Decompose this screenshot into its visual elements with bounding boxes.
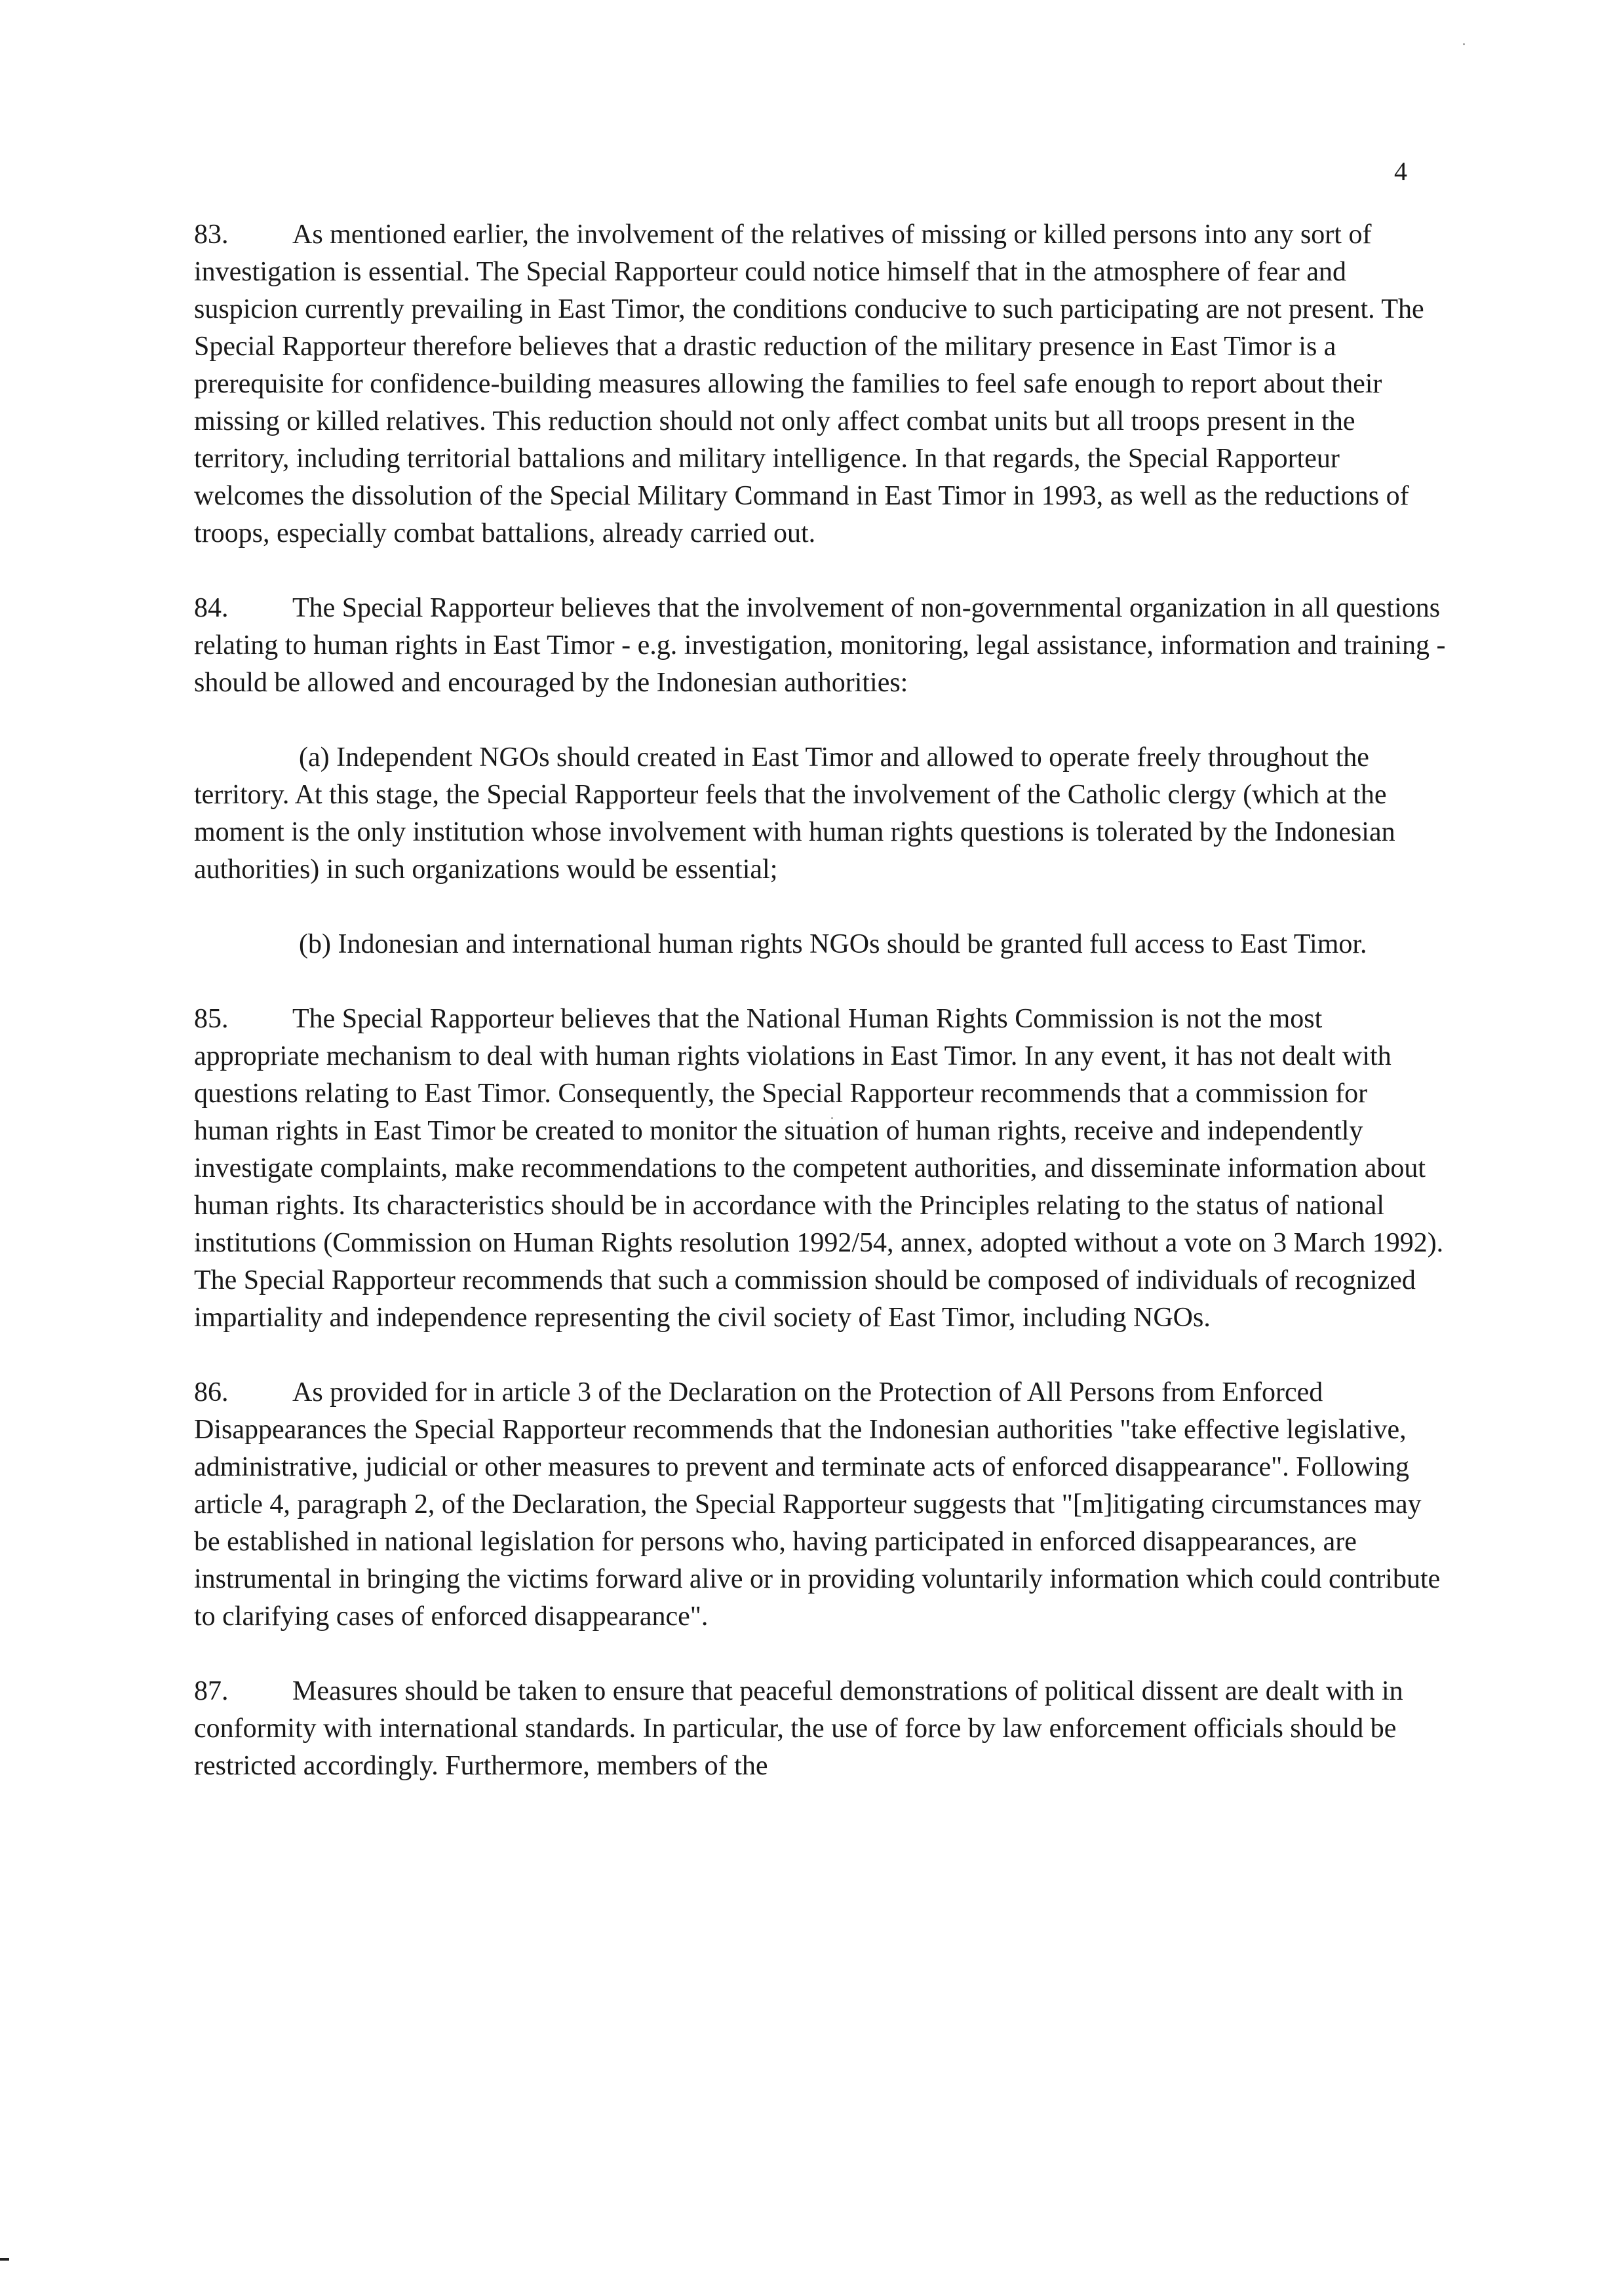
paragraph-text: As provided for in article 3 of the Declaration on the Protection of All Persons from Enforced Disappearances the Special Rapporteur recommends that the Indonesian authorities "take effective legislative, administrative, judicial or other measures to prevent and terminate acts of enforced disappearance". Following article 4, paragraph 2, of the Declaration, the Special Rapporteur suggests that "[m]itigating circumstances may be established in national legislation for persons who, having participated in enforced disappearances, are instrumental in bringing the victims forward alive or in providing voluntarily information which could contribute to clarifying cases of enforced disappearance".	[194, 1377, 1441, 1632]
scan-speck	[1463, 43, 1465, 45]
paragraph-86	[194, 1374, 1447, 1636]
paragraph-number: 86.	[194, 1377, 229, 1407]
paragraph-number: 87.	[194, 1676, 229, 1706]
document-body	[194, 216, 1447, 1822]
paragraph-87	[194, 1673, 1447, 1785]
paragraph-number: 85.	[194, 1004, 229, 1034]
subparagraph-84a: (a) Independent NGOs should created in East Timor and allowed to operate freely throughout the territory. At this stage, the Special Rapporteur feels that the involvement of the Catholic clergy (which at the moment is the only institution whose involvement with human rights questions is tolerated by the Indonesian authorities) in such organizations would be essential;	[194, 742, 1395, 885]
paragraph-text: Measures should be taken to ensure that peaceful demonstrations of political dissent are dealt with in conformity with international standards. In particular, the use of force by law enforcement officials should be restricted accordingly. Furthermore, members of the	[194, 1676, 1403, 1781]
page-number: 4	[1394, 157, 1407, 186]
paragraph-number: 84.	[194, 593, 229, 623]
scan-edge-mark	[0, 2258, 9, 2261]
paragraph-83	[194, 216, 1447, 552]
paragraph-84	[194, 590, 1447, 702]
paragraph-text: The Special Rapporteur believes that the involvement of non-governmental organization in all questions relating to human rights in East Timor - e.g. investigation, monitoring, legal assistance, information and training - should be allowed and encouraged by the Indonesian authorities:	[194, 593, 1446, 698]
paragraph-text: The Special Rapporteur believes that the National Human Rights Commission is not the most appropriate mechanism to deal with human rights violations in East Timor. In any event, it has not dealt with questions relating to East Timor. Consequently, the Special Rapporteur recommends that a commission for human rights in East Timor be created to monitor the situation of human rights, receive and independently investigate complaints, make recommendations to the competent authorities, and disseminate information about human rights. Its characteristics should be in accordance with the Principles relating to the status of national institutions (Commission on Human Rights resolution 1992/54, annex, adopted without a vote on 3 March 1992). The Special Rapporteur recommends that such a commission should be composed of individuals of recognized impartiality and independence representing the civil society of East Timor, including NGOs.	[194, 1004, 1444, 1333]
paragraph-text: As mentioned earlier, the involvement of the relatives of missing or killed persons into any sort of investigation is essential. The Special Rapporteur could notice himself that in the atmosphere of fear and suspicion currently prevailing in East Timor, the conditions conducive to such participating are not present. The Special Rapporteur therefore believes that a drastic reduction of the military presence in East Timor is a prerequisite for confidence-building measures allowing the families to feel safe enough to report about their missing or killed relatives. This reduction should not only affect combat units but all troops present in the territory, including territorial battalions and military intelligence. In that regards, the Special Rapporteur welcomes the dissolution of the Special Military Command in East Timor in 1993, as well as the reductions of troops, especially combat battalions, already carried out.	[194, 220, 1424, 548]
subparagraph-84b: (b) Indonesian and international human rights NGOs should be granted full access to East Timor.	[299, 929, 1367, 959]
paragraph-85	[194, 1001, 1447, 1337]
paragraph-number: 83.	[194, 220, 229, 250]
